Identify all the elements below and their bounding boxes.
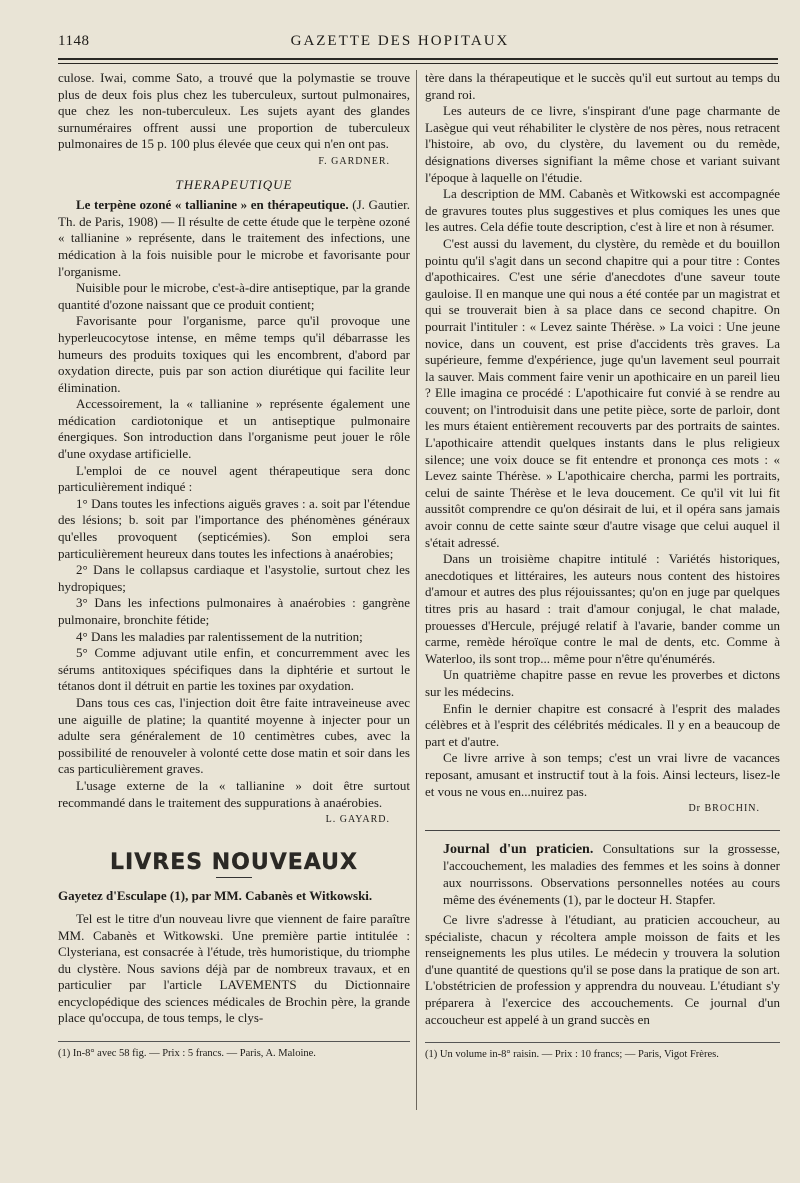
article-heading: Le terpène ozoné « tallianine » en thérapeutique. [76,197,349,213]
paragraph: 4° Dans les maladies par ralentissement de la nutrition; [76,628,363,644]
author-signature: Dr BROCHIN. [688,803,760,815]
article-intro [58,197,410,280]
paragraph: L'emploi de ce nouvel agent thérapeutique sera donc particulièrement indiqué : [58,462,410,495]
paragraph: Ce livre s'adresse à l'étudiant, au praticien accoucheur, au spécialiste, chacun y récoltera ample moisson de faits et les renseignements les plus utiles. Le médecin y trouvera la solution d'une quantité de questions qu'il se pose dans la pratique de son art. L'obstétricien de profession y apprendra du nouveau. L'étudiant s'y préparera à l'exercice des accouchements. Ce journal d'un accoucheur est appelé à un grand succès en [425,912,780,1027]
section-rule [425,830,780,831]
paragraph: Enfin le dernier chapitre est consacré à l'esprit des malades célèbres et à l'esprit des célébrités médicales. Il y en a beaucoup de part et d'autre. [425,700,780,749]
author-signature: F. GARDNER. [318,155,390,167]
book-title: Gayetez d'Esculape (1), par MM. Cabanès et Witkowski. [58,888,373,904]
page-header [0,0,800,62]
paragraph: Les auteurs de ce livre, s'inspirant d'une page charmante de Lasègue qui veut réhabiliter le clystère de nos pères, nous retracent l'histoire, ab ovo, du clystère, du lavement ou du remède, désignations diverses signifiant la même chose et variant suivant l'époque à laquelle on l'étudie. [425,103,780,185]
paragraph: Ce livre arrive à son temps; c'est un vrai livre de vacances reposant, amusant et instructif tout à la fois. Ainsi lecteurs, lisez-le et vous ne vous en...nuirez pas. [425,750,780,799]
paragraph: tère dans la thérapeutique et le succès qu'il eut surtout au temps du grand roi. [425,70,780,102]
journal-title: GAZETTE DES HOPITAUX [290,33,510,49]
column-separator [416,70,417,1110]
article-reference: (J. Gautier. Th. de Paris, 1908) — Il résulte de cette étude que le terpène ozoné « tallianine » représente, dans le traitement des infections, une médication à la fois nuisible pour le microbe et favorisante pour l'organisme. [58,197,411,279]
paragraph: Accessoirement, la « tallianine » représente également une médication cardiotonique et un antiseptique pulmonaire énergiques. Son introduction dans l'organisme peut jouer le rôle d'une oxydase artificielle. [58,396,410,462]
paragraph: Dans un troisième chapitre intitulé : Variétés historiques, anecdotiques et littéraires, les auteurs nous content des histoires d'amour et autres des plus réjouissantes; qu'on en juge par quelques titres pris au hasard : trait d'amour conjugal, le chat malade, prouesses d'Hercule, préjugé relatif à l'avarie, bander comme un carme, remède héroïque contre le mal de dents, etc. Comme à Waterloo, ils sont trop... même pour n'être qu'énumérés. [425,551,780,666]
author-signature: L. GAYARD. [325,814,390,826]
header-rule-thin [58,63,778,64]
paragraph: 5° Comme adjuvant utile enfin, et concurremment avec les sérums antitoxiques spécifiques dans la diphtérie et surtout le tétanos dont il détruit en partie les toxines par oxydation. [58,645,410,694]
paragraph: La description de MM. Cabanès et Witkowski est accompagnée de gravures toutes plus suggestives et plus comiques les unes que les autres. Cela défie toute description, c'est à lire et non à résumer. [425,186,780,235]
paragraph: L'usage externe de la « tallianine » doit être surtout recommandé dans le traitement des suppurations à anaérobies. [58,777,410,810]
book-subtitle: Consultations sur la grossesse, l'accouchement, les maladies des femmes et les soins à donner aux nourrissons. Observations personnelles notées au cours même des événements (1), par le docteur H. Stapfer. [443,840,780,907]
paragraph: C'est aussi du lavement, du clystère, du remède et du bouillon pointu qu'il s'agit dans un second chapitre qui a pour titre : Contes d'apothicaires. C'est une série d'anecdotes d'une saveur toute gauloise. Il en manque une qui nous a été contée par un magistrat et qui se trouverait bien à sa place dans ce second chapitre. On pourrait l'intituler : « Levez sainte Thérèse. » La voici : Une jeune novice, dans un couvent, est prise d'accidents très graves. La supérieure, femme d'expérience, juge qu'un lavement seul pourrait la sauver. Mais comment faire venir un apothicaire en un pareil lieu ? Elle imagina ce procédé : L'apothicaire fut convié à se rendre au couvent; on l'introduisit dans une petite pièce, sorte de parloir, dont les murs étaient entièrement recouverts par des portraits de saintes. L'apothicaire attendit quelques instants dans le plus religieux silence; une voix douce se fit entendre et prononça ces mots : « Levez sainte Thérèse. » L'apothicaire chercha, parmi les portraits, celui de sainte Thérèse et le leva doucement. Ce qu'il vit lui fit aussitôt comprendre ce qu'on désirait de lui, et il opéra sans jamais avoir connu de cette sainte sœur d'autre visage que celui auquel il s'était adressé. [425,235,780,550]
paragraph: 1° Dans toutes les infections aiguës graves : a. soit par l'étendue des lésions; b. soit par l'importance des phénomènes généraux qu'elles provoquent (septicémies). Son emploi sera particulièrement heureux dans toutes les infections à anaérobies; [58,495,410,561]
section-title: THERAPEUTIQUE [175,176,293,192]
book-heading [425,841,780,908]
header-rule-thick [58,58,778,60]
paragraph: Favorisante pour l'organisme, parce qu'il provoque une hyperleucocytose intense, en même temps qu'il débarrasse les humeurs des produits toxiques qui les encombrent, d'abord par oxydation directe, puis par son action diurétique qui facilite leur élimination. [58,313,410,395]
footnote-rule [425,1042,780,1043]
heading-divider [216,877,252,878]
paragraph: Dans tous ces cas, l'injection doit être faite intraveineuse avec une aiguille de platine; la quantité moyenne à injecter pour un adulte sera généralement de 10 centimètres cubes, avec la possibilité de renouveler à volonté cette dose matin et soir dans les cas particulièrement graves. [58,694,410,777]
footnote: (1) Un volume in-8° raisin. — Prix : 10 francs; — Paris, Vigot Frères. [425,1049,719,1061]
footnote-rule [58,1041,410,1042]
right-column [425,70,780,1061]
page-number: 1148 [58,33,90,49]
paragraph: 2° Dans le collapsus cardiaque et l'asystolie, surtout chez les hydropiques; [58,562,410,594]
paragraph: culose. Iwai, comme Sato, a trouvé que la polymastie se trouve plus de deux fois plus chez les tuberculeux, surtout pulmonaires, que chez les non-tuberculeux. Les sujets ayant des glandes surnuméraires offrent aussi une proportion de tuberculeux pulmonaires de 15 p. 100 plus élevée que ceux qui n'en ont pas. [58,70,410,152]
livres-nouveaux-heading: LIVRES NOUVEAUX [110,849,358,875]
paragraph: Un quatrième chapitre passe en revue les proverbes et dictons sur les médecins. [425,667,780,699]
left-column [58,70,410,1060]
paragraph: 3° Dans les infections pulmonaires à anaérobies : gangrène pulmonaire, bronchite fétide; [58,595,410,627]
footnote: (1) In-8° avec 58 fig. — Prix : 5 francs. — Paris, A. Maloine. [58,1048,316,1060]
book-heading [58,888,410,905]
paragraph: Nuisible pour le microbe, c'est-à-dire antiseptique, par la grande quantité d'ozone naissant que ce produit contient; [58,280,410,312]
book-title: Journal d'un praticien. [443,841,594,857]
paragraph: Tel est le titre d'un nouveau livre que viennent de faire paraître MM. Cabanès et Witkowski. Une première partie intitulée : Clysteriana, est consacrée à l'étude, très humoristique, du triomphe du clystère. Nous savions déjà par de nombreux travaux, et en particulier par l'article LAVEMENTS du Dictionnaire encyclopédique des sciences médicales de Brochin père, la grande place qu'occupa, de tous temps, le clys- [58,910,410,1026]
